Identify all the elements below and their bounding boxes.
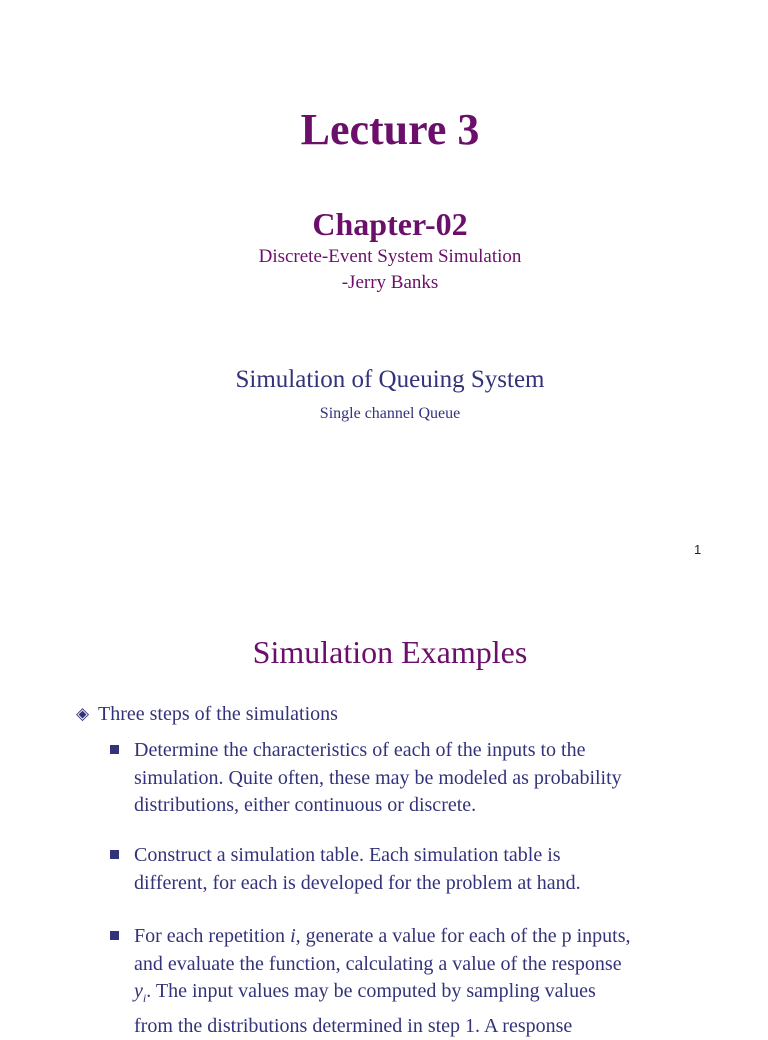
bullet-level1 xyxy=(76,703,338,726)
variable-i: i xyxy=(290,925,296,947)
variable-y: y xyxy=(134,980,143,1002)
item-line xyxy=(110,978,700,1013)
item-line: simulation. Quite often, these may be modeled as probability xyxy=(110,765,700,793)
item-text: . The input values may be computed by sampling values xyxy=(146,980,596,1002)
item-line: Construct a simulation table. Each simulation table is xyxy=(110,842,700,870)
slide-subsubtitle: Single channel Queue xyxy=(0,405,768,423)
bullet-text: Three steps of the simulations xyxy=(98,703,338,725)
square-bullet-icon xyxy=(110,745,119,754)
slide-title: Lecture 3 xyxy=(0,104,768,155)
item-line: distributions, either continuous or discrete. xyxy=(110,792,700,820)
item-line: Determine the characteristics of each of the inputs to the xyxy=(110,737,700,765)
variable-i: i xyxy=(143,991,146,1005)
list-item xyxy=(110,923,700,1040)
author-name: -Jerry Banks xyxy=(0,272,768,294)
slide-title: Simulation Examples xyxy=(0,634,768,671)
list-item xyxy=(110,842,700,897)
slide-subtitle: Simulation of Queuing System xyxy=(0,366,768,394)
page-number: 1 xyxy=(694,542,701,557)
item-line: from the distributions determined in step 1. A response xyxy=(110,1013,700,1040)
square-bullet-icon xyxy=(110,931,119,940)
chapter-heading: Chapter-02 xyxy=(0,206,768,243)
list-item xyxy=(110,737,700,820)
book-title: Discrete-Event System Simulation xyxy=(0,246,768,268)
diamond-bullet-icon: ◈ xyxy=(76,704,98,724)
item-text: For each repetition xyxy=(134,925,290,947)
item-line: and evaluate the function, calculating a value of the response xyxy=(110,951,700,979)
item-line: different, for each is developed for the problem at hand. xyxy=(110,870,700,898)
item-text: , generate a value for each of the p inputs, xyxy=(296,925,631,947)
square-bullet-icon xyxy=(110,850,119,859)
item-line xyxy=(110,923,700,951)
